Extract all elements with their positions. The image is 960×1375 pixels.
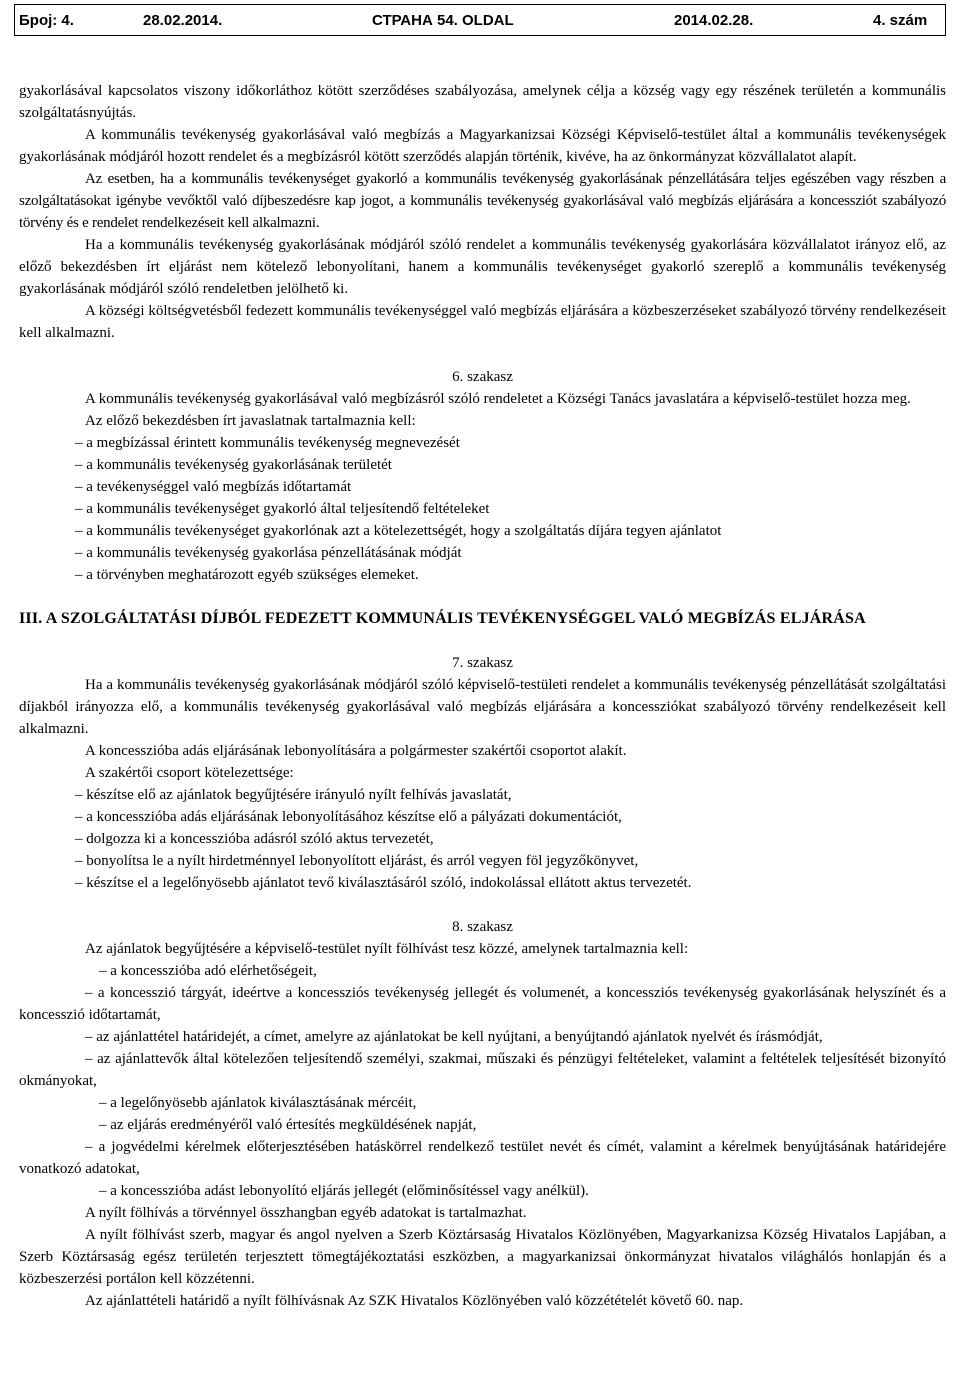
page-header: [14, 4, 946, 36]
continued-paragraph: gyakorlásával kapcsolatos viszony időkorláthoz kötött szerződéses szabályozása, amelynek célja a község vagy egy részének területén a kommunális szolgáltatásnyújtás.: [19, 83, 946, 121]
list-item: – a kommunális tevékenységet gyakorló által teljesítendő feltételeket: [75, 501, 490, 517]
list-item: – a kommunális tevékenységet gyakorlónak azt a kötelezettségét, hogy a szolgáltatás díjára tegyen ajánlatot: [75, 523, 722, 539]
issue-number-hu: 4. szám: [873, 11, 928, 29]
list-item: – a megbízással érintett kommunális tevékenység megnevezését: [75, 435, 460, 451]
paragraph: Az esetben, ha a kommunális tevékenységet gyakorló a kommunális tevékenység gyakorlásának pénzellátására teljes egészében vagy részben a szolgáltatásokat igénybe vevőktől való díjbeszedésre kap jogot, a kommunális tevékenység gyakorlásával való megbízás eljárására a koncessziót szabályozó törvény és e rendelet rendelkezéseit kell alkalmazni.: [19, 171, 946, 231]
list-item: – dolgozza ki a koncesszióba adásról szóló aktus tervezetét,: [75, 831, 434, 847]
list-item: – a törvényben meghatározott egyéb szükséges elemeket.: [75, 567, 419, 583]
paragraph: A kommunális tevékenység gyakorlásával való megbízásról szóló rendeletet a Községi Tanács javaslatára a képviselő-testület hozza meg.: [85, 391, 911, 407]
list-item: – a koncesszióba adást lebonyolító eljárás jellegét (előminősítéssel vagy anélkül).: [99, 1183, 589, 1199]
section-title: 8. szakasz: [452, 919, 513, 935]
list-item: – a legelőnyösebb ajánlatok kiválasztásának mércéit,: [99, 1095, 417, 1111]
list-item: – a koncesszióba adás eljárásának lebonyolításához készítse elő a pályázati dokumentációt,: [75, 809, 622, 825]
list-item: – készítse el a legelőnyösebb ajánlatot tevő kiválasztásáról szóló, indokolással ellátott aktus tervezetét.: [75, 875, 692, 891]
paragraph: Az ajánlattételi határidő a nyílt fölhívásnak Az SZK Hivatalos Közlönyében való közzétételét követő 60. nap.: [85, 1293, 744, 1309]
chapter-heading: III. A SZOLGÁLTATÁSI DÍJBÓL FEDEZETT KOMMUNÁLIS TEVÉKENYSÉGGEL VALÓ MEGBÍZÁS ELJÁRÁSA: [19, 610, 866, 627]
list-item: – bonyolítsa le a nyílt hirdetménnyel lebonyolított eljárást, és arról vegyen föl jegyzőkönyvet,: [75, 853, 639, 869]
list-item: – a kommunális tevékenység gyakorlása pénzellátásának módját: [75, 545, 462, 561]
paragraph: A szakértői csoport kötelezettsége:: [85, 765, 294, 781]
list-item: – az ajánlattétel határidejét, a címet, amelyre az ajánlatokat be kell nyújtani, a benyújtandó ajánlatok nyelvét és írásmódját,: [85, 1029, 823, 1045]
list-item: – az ajánlattevők által kötelezően teljesítendő személyi, szakmai, műszaki és pénzügyi feltételeket, valamint a feltételek teljesítését bizonyító okmányokat,: [19, 1051, 946, 1089]
paragraph: Az ajánlatok begyűjtésére a képviselő-testület nyílt fölhívást tesz közzé, amelynek tartalmaznia kell:: [85, 941, 689, 957]
paragraph: A koncesszióba adás eljárásának lebonyolítására a polgármester szakértői csoportot alakít.: [85, 743, 627, 759]
list-item: – a koncesszió tárgyát, ideértve a koncessziós tevékenység jellegét és volumenét, a koncessziós tevékenység gyakorlásának helyszínét és a koncesszió időtartamát,: [19, 985, 946, 1023]
paragraph: Ha a kommunális tevékenység gyakorlásának módjáról szóló képviselő-testületi rendelet a kommunális tevékenység pénzellátását szolgáltatási díjakból irányozza elő, a kommunális tevékenység gyakorlásával való megbízás eljárására a koncessziókat szabályozó törvény rendelkezéseit kell alkalmazni.: [19, 677, 946, 737]
paragraph: A községi költségvetésből fedezett kommunális tevékenységgel való megbízás eljárására a közbeszerzéseket szabályozó törvény rendelkezéseit kell alkalmazni.: [19, 303, 946, 341]
paragraph: A nyílt fölhívást szerb, magyar és angol nyelven a Szerb Köztársaság Hivatalos Közlönyében, Magyarkanizsa Község Hivatalos Lapjában, a Szerb Köztársaság egész területén terjesztett tömegtájékoztatási eszközben, a magyarkanizsai önkormányzat hivatalos világhálós honlapján és a közbeszerzési portálon kell közzétenni.: [19, 1227, 946, 1287]
list-item: – a jogvédelmi kérelmek előterjesztésében hatáskörrel rendelkező testület nevét és címét, valamint a kérelmek benyújtásának határidejére vonatkozó adatokat,: [19, 1139, 946, 1177]
issue-number-sr: Број: 4.: [19, 11, 74, 29]
section-title: 7. szakasz: [452, 655, 513, 671]
list-item: – a koncesszióba adó elérhetőségeit,: [99, 963, 317, 979]
paragraph: A nyílt fölhívás a törvénnyel összhangban egyéb adatokat is tartalmazhat.: [85, 1205, 527, 1221]
paragraph: Az előző bekezdésben írt javaslatnak tartalmaznia kell:: [85, 413, 416, 429]
document-body: [19, 80, 946, 1312]
list-item: – a tevékenységgel való megbízás időtartamát: [75, 479, 352, 495]
header-date-sr: 28.02.2014.: [143, 11, 223, 29]
list-item: – a kommunális tevékenység gyakorlásának területét: [75, 457, 392, 473]
paragraph: Ha a kommunális tevékenység gyakorlásának módjáról szóló rendelet a kommunális tevékenység gyakorlására közvállalatot irányoz elő, az előző bekezdésben írt eljárást nem kötelező lebonyolítani, hanem a kommunális tevékenységet gyakorló szereplő a kommunális tevékenység gyakorlásának módjáról szóló rendeletben jelölhető ki.: [19, 237, 946, 297]
header-date-hu: 2014.02.28.: [674, 11, 754, 29]
list-item: – készítse elő az ajánlatok begyűjtésére irányuló nyílt felhívás javaslatát,: [75, 787, 512, 803]
section-title: 6. szakasz: [452, 369, 513, 385]
paragraph: A kommunális tevékenység gyakorlásával való megbízás a Magyarkanizsai Községi Képviselő-testület által a kommunális tevékenységek gyakorlásának módjáról hozott rendelet és a megbízásról kötött szerződés alapján történik, kivéve, ha az önkormányzat közvállalatot alapít.: [19, 127, 946, 165]
list-item: – az eljárás eredményéről való értesítés megküldésének napját,: [99, 1117, 477, 1133]
page-number: СТРАНА 54. OLDAL: [372, 11, 514, 29]
